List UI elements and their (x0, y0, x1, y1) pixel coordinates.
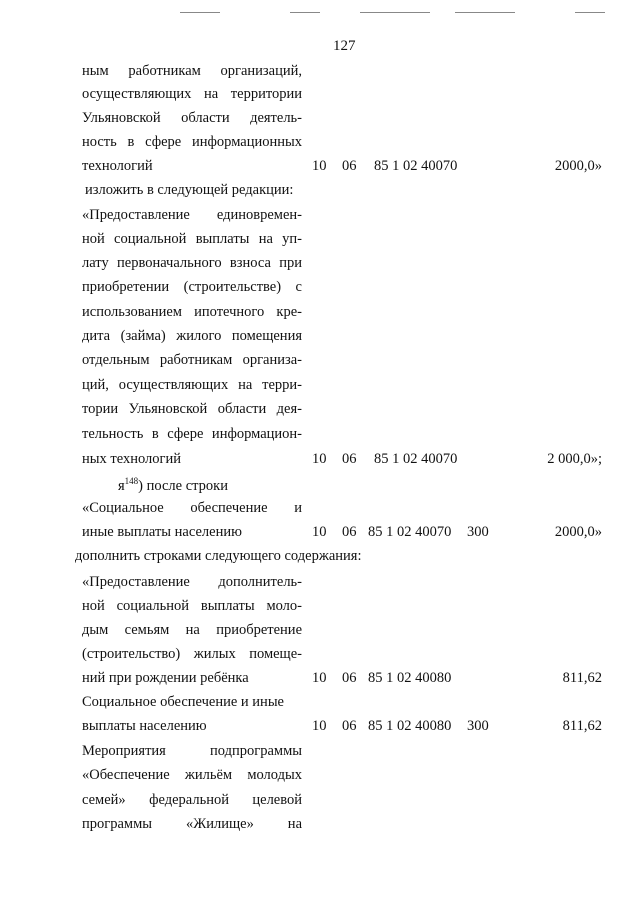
instruction-after-line (118, 477, 228, 494)
page-number: 127 (333, 38, 356, 54)
scan-speck (180, 12, 220, 13)
block6-line: «Обеспечение жильём молодых (82, 767, 302, 783)
block2-line: отдельным работникам организа- (82, 352, 302, 368)
block3-code-section: 10 (312, 524, 327, 540)
block2-code-section: 10 (312, 451, 327, 467)
block3-code-subsection: 06 (342, 524, 357, 540)
block5-code-section: 10 (312, 718, 327, 734)
block4-code-section: 10 (312, 670, 327, 686)
block4-line: ний при рождении ребёнка (82, 670, 249, 686)
block4-amount: 811,62 (562, 670, 602, 686)
block2-line: приобретении (строительстве) с (82, 279, 302, 295)
block2-code-article: 85 1 02 40070 (374, 451, 458, 467)
block5-code-subsection: 06 (342, 718, 357, 734)
scan-speck (360, 12, 430, 13)
block1-code-subsection: 06 (342, 158, 357, 174)
block2-line: «Предоставление единовремен- (82, 207, 302, 223)
block1-line: ным работникам организаций, (82, 63, 302, 79)
block6-line: Мероприятия подпрограммы (82, 743, 302, 759)
block2-amount: 2 000,0»; (547, 451, 602, 467)
instruction-replace: изложить в следующей редакции: (85, 182, 294, 198)
block2-line: тории Ульяновской области дея- (82, 401, 302, 417)
block2-line: ций, осуществляющих на терри- (82, 377, 302, 393)
instruction-add-lines: дополнить строками следующего содержания: (75, 548, 362, 564)
block2-line: дита (займа) жилого помещения (82, 328, 302, 344)
block1-code-article: 85 1 02 40070 (374, 158, 458, 174)
block3-line: «Социальное обеспечение и (82, 500, 302, 516)
block1-line: технологий (82, 158, 153, 174)
block2-line: ной социальной выплаты на уп- (82, 231, 302, 247)
block2-line: ных технологий (82, 451, 181, 467)
block4-code-article: 85 1 02 40080 (368, 670, 452, 686)
block2-code-subsection: 06 (342, 451, 357, 467)
block1-line: Ульяновской области деятель- (82, 110, 302, 126)
block4-line: (строительство) жилых помещe- (82, 646, 302, 662)
block4-line: «Предоставление дополнитель- (82, 574, 302, 590)
scan-speck (455, 12, 515, 13)
block5-line: Социальное обеспечение и иные (82, 694, 284, 710)
block4-code-subsection: 06 (342, 670, 357, 686)
block6-line: программы «Жилище» на (82, 816, 302, 832)
block1-code-section: 10 (312, 158, 327, 174)
block5-code-expense-type: 300 (467, 718, 489, 734)
footnote-number: 148 (124, 476, 139, 486)
block1-amount: 2000,0» (554, 158, 602, 174)
block5-amount: 811,62 (562, 718, 602, 734)
instruction-text: ) после строки (138, 478, 228, 494)
block2-line: тельность в сфере информацион- (82, 426, 302, 442)
instruction-prefix: я (118, 478, 125, 494)
block3-line: иные выплаты населению (82, 524, 242, 540)
block3-code-article: 85 1 02 40070 (368, 524, 452, 540)
block4-line: дым семьям на приобретение (82, 622, 302, 638)
block6-line: семей» федеральной целевой (82, 792, 302, 808)
scan-speck (575, 12, 605, 13)
block1-line: ность в сфере информационных (82, 134, 302, 150)
block5-code-article: 85 1 02 40080 (368, 718, 452, 734)
block3-amount: 2000,0» (554, 524, 602, 540)
block1-line: осуществляющих на территории (82, 86, 302, 102)
scan-speck (290, 12, 320, 13)
block5-line: выплаты населению (82, 718, 207, 734)
block2-line: лату первоначального взноса при (82, 255, 302, 271)
block4-line: ной социальной выплаты моло- (82, 598, 302, 614)
block3-code-expense-type: 300 (467, 524, 489, 540)
block2-line: использованием ипотечного кре- (82, 304, 302, 320)
